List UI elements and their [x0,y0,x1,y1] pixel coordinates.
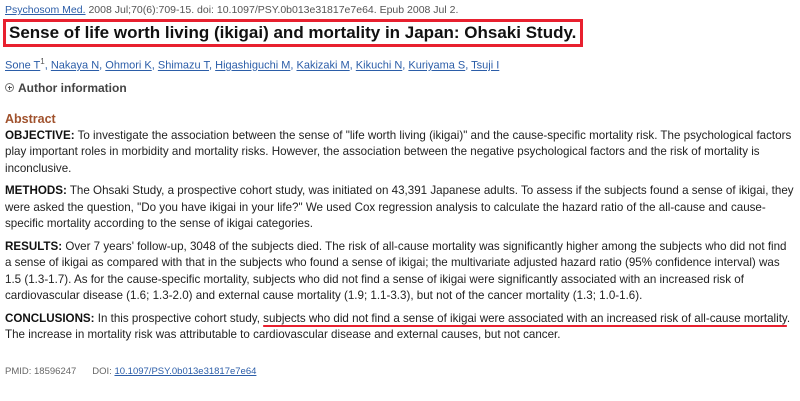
title-highlight-box [3,19,583,47]
citation-line [5,3,795,17]
author-link[interactable]: Shimazu T [157,59,210,72]
conclusions-text-post: . The increase in mortality risk was attributable to cardiovascular disease and external causes, but not cancer. [5,311,791,342]
doi-link[interactable]: 10.1097/PSY.0b013e31817e7e64 [114,365,257,377]
methods-label: METHODS: [5,184,67,198]
abstract-objective [5,128,795,178]
abstract-conclusions [5,311,795,344]
article-title: Sense of life worth living (ikigai) and mortality in Japan: Ohsaki Study. [9,23,577,42]
journal-link[interactable]: Psychosom Med. [5,4,86,16]
conclusions-highlight: subjects who did not find a sense of ikigai were associated with an increased risk of all-cause mortality [263,311,787,325]
citation-details: 2008 Jul;70(6):709-15. doi: 10.1097/PSY.0b013e31817e7e64. Epub 2008 Jul 2. [85,4,459,16]
author-link[interactable]: Kikuchi N [355,59,403,72]
author-link[interactable]: Higashiguchi M [215,59,291,72]
author-link[interactable]: Sone T [5,59,41,72]
pmid: PMID: 18596247 [5,365,77,377]
objective-text: To investigate the association between the sense of "life worth living (ikigai)" and the cause-specific mortality risk. The psychological factors play important roles in morbidity and mortality risks. However, the association between the negative psychological factors and the risk of mortality is inconclusive. [5,128,792,175]
abstract-results [5,239,795,305]
author-information-toggle[interactable] [5,80,795,96]
abstract-methods [5,183,795,233]
author-list: Sone $T^1$, Nakaya N, Ohmori K, Shimazu T, Higashiguchi M, Kakizaki M, Kikuchi N, Kuriyama S, Tsuji I [5,57,500,72]
doi-label: DOI: [92,365,115,377]
abstract-heading: Abstract [5,111,56,126]
author-information-label: Author information [18,80,127,95]
objective-label: OBJECTIVE: [5,128,75,142]
author-link[interactable]: Tsuji I [471,59,500,72]
conclusions-label: CONCLUSIONS: [5,311,95,325]
expand-plus-icon[interactable] [5,83,14,92]
author-affiliation-sup: 1 [40,57,45,66]
author-link[interactable]: Ohmori K [105,59,152,72]
author-link[interactable]: Kakizaki M [296,59,350,72]
conclusions-text-pre: In this prospective cohort study, [94,311,264,325]
results-text: Over 7 years' follow-up, 3048 of the subjects died. The risk of all-cause mortality was significantly higher among the subjects who did not find a sense of ikigai as compared with that in the subjects who found a sense of ikigai; the multivariate adjusted hazard ratio (95% confidence interval) was 1.5 (1.3-1.7). As for the cause-specific mortality, subjects who did not find a sense of ikigai were significantly associated with an increased risk of cardiovascular disease (1.6; 1.3-2.0) and external cause mortality (1.9; 1.1-3.3), but not of the cancer mortality (1.3; 1.0-1.6). [5,239,787,303]
author-link[interactable]: Kuriyama S [408,59,466,72]
methods-text: The Ohsaki Study, a prospective cohort study, was initiated on 43,391 Japanese adults. To assess if the subjects found a sense of ikigai, they were asked the question, "Do you have ikigai in your life?" We used Cox regression analysis to calculate the hazard ratio of the all-cause and cause-specific mortality according to the sense of ikigai categories. [5,184,794,231]
article-footer [5,366,795,378]
author-link[interactable]: Nakaya N [50,59,100,72]
results-label: RESULTS: [5,239,63,253]
article-page [5,0,795,378]
